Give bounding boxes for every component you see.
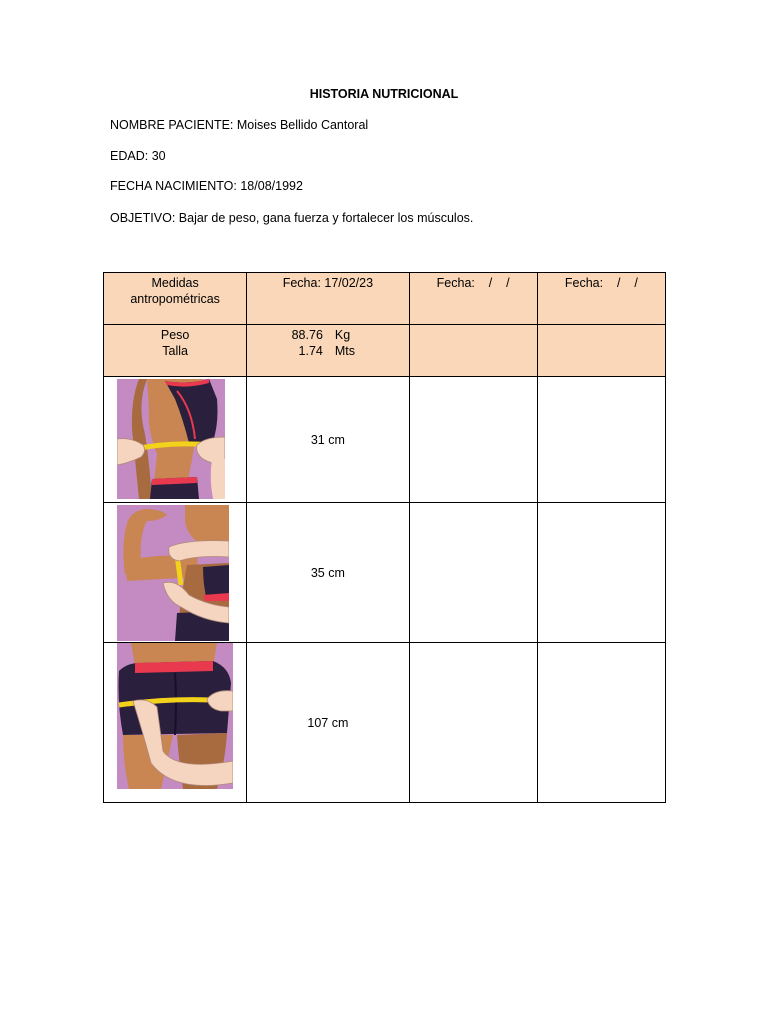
header-measures-line1: Medidas <box>151 276 199 290</box>
measurement-value-1: 31 cm <box>310 432 345 447</box>
measurement-empty-3b <box>537 643 665 803</box>
weight-unit: Kg <box>334 328 351 342</box>
measurement-value-3: 107 cm <box>307 715 349 730</box>
weight-height-empty-2 <box>537 325 665 377</box>
weight-height-labels <box>104 325 247 377</box>
measurement-value-2: 35 cm <box>310 565 345 580</box>
measurement-value-cell-1 <box>247 377 409 503</box>
patient-name-label: NOMBRE PACIENTE: <box>110 118 234 132</box>
goal-line <box>110 211 473 225</box>
birth-date-label: FECHA NACIMIENTO: <box>110 179 237 193</box>
arm-measurement-illustration <box>117 505 229 641</box>
height-unit: Mts <box>334 344 356 358</box>
table-header-row <box>104 273 666 325</box>
age-label: EDAD: <box>110 149 149 163</box>
goal-value: Bajar de peso, gana fuerza y fortalecer los músculos. <box>178 211 474 225</box>
header-date-3: Fecha: / / <box>537 273 665 325</box>
header-measures <box>104 273 247 325</box>
measurement-row-1 <box>104 377 666 503</box>
measurement-empty-1b <box>537 377 665 503</box>
height-value: 1.74 <box>298 344 323 358</box>
illustration-cell-2 <box>104 503 247 643</box>
height-label: Talla <box>162 344 188 358</box>
weight-entry <box>247 327 408 343</box>
measurement-empty-1a <box>409 377 537 503</box>
measurement-row-2 <box>104 503 666 643</box>
illustration-cell-3 <box>104 643 247 803</box>
weight-height-values <box>247 325 409 377</box>
patient-name-value: Moises Bellido Cantoral <box>236 118 369 132</box>
anthropometric-table <box>103 272 666 803</box>
measurement-empty-2a <box>409 503 537 643</box>
patient-name-line <box>110 118 368 132</box>
document-title: HISTORIA NUTRICIONAL <box>309 87 459 101</box>
birth-date-value: 18/08/1992 <box>240 179 303 193</box>
weight-height-row <box>104 325 666 377</box>
goal-label: OBJETIVO: <box>110 211 176 225</box>
birth-date-line <box>110 179 303 193</box>
weight-height-empty-1 <box>409 325 537 377</box>
measurement-empty-3a <box>409 643 537 803</box>
weight-label: Peso <box>160 328 190 342</box>
measurement-value-cell-2 <box>247 503 409 643</box>
age-value: 30 <box>151 149 166 163</box>
height-entry <box>247 343 408 359</box>
age-line <box>110 149 166 163</box>
illustration-cell-1 <box>104 377 247 503</box>
hip-measurement-illustration <box>117 643 233 789</box>
header-date-1: Fecha: 17/02/23 <box>247 273 409 325</box>
chest-measurement-illustration <box>117 379 225 499</box>
header-date-2: Fecha: / / <box>409 273 537 325</box>
measurement-row-3 <box>104 643 666 803</box>
measurement-value-cell-3 <box>247 643 409 803</box>
measurement-empty-2b <box>537 503 665 643</box>
header-measures-line2: antropométricas <box>130 292 220 306</box>
weight-value: 88.76 <box>291 328 323 342</box>
